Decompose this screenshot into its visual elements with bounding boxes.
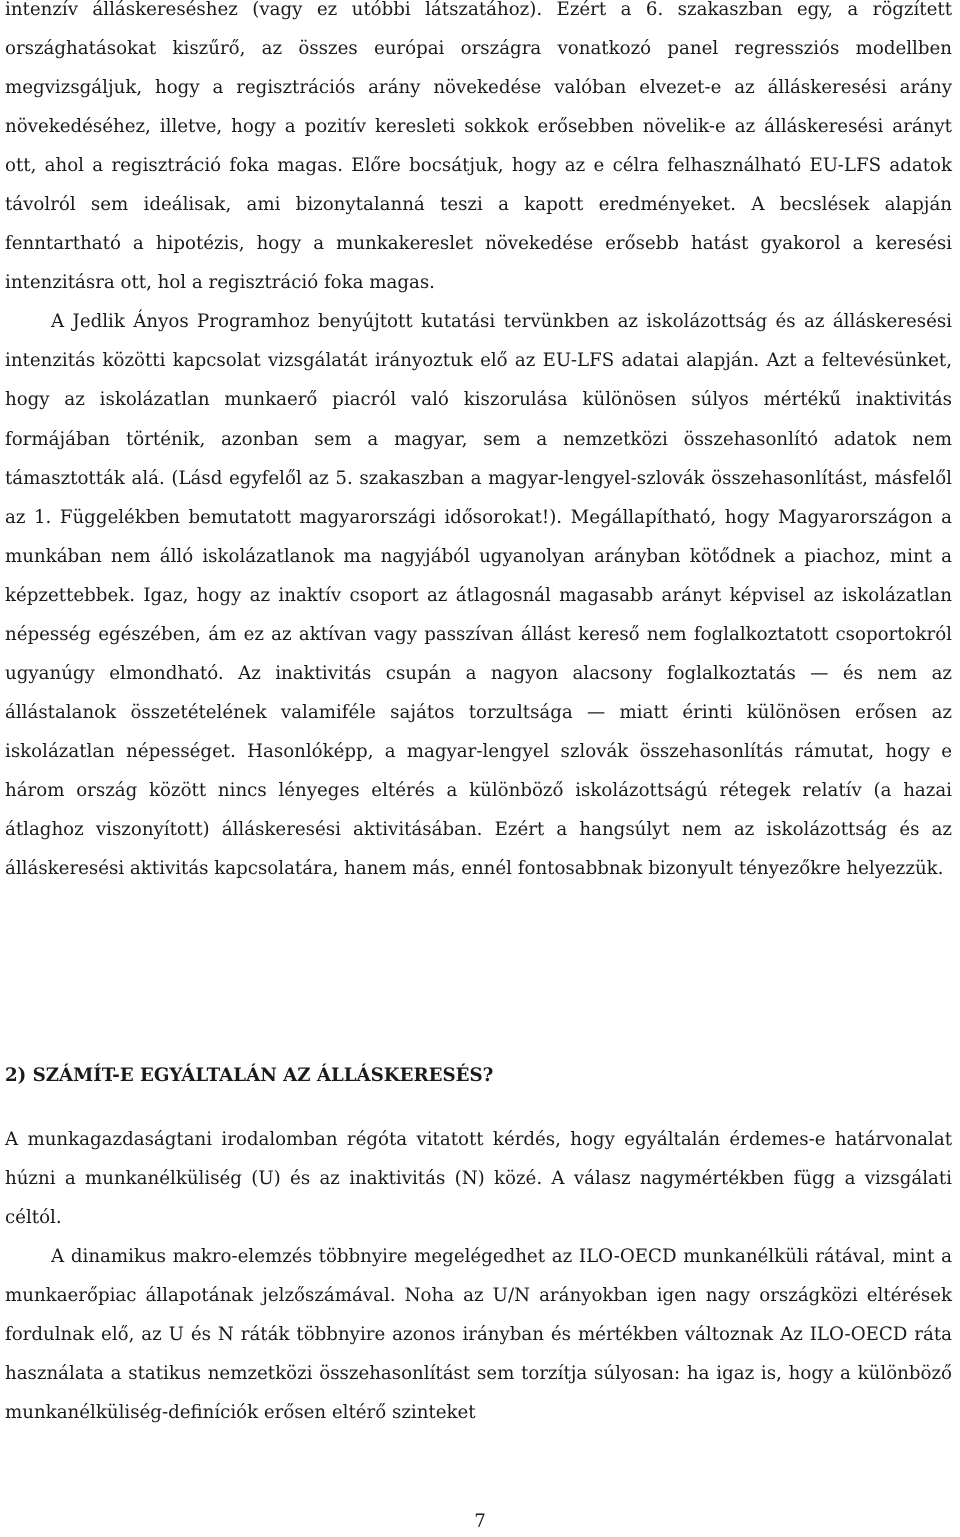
paragraph-jedlik: A Jedlik Ányos Programhoz benyújtott kutatási tervünkben az iskolázottság és az álláskeresési intenzitás közötti kapcsolat vizsgálatát irányoztuk elő az EU-LFS adatai alapján. Azt a feltevésünket, hogy az iskolázatlan munkaerő piacról való kiszorulása különösen súlyos mértékű inaktivitás formájában történik, azonban sem a magyar, sem a nemzetközi összehasonlító adatok nem támasztották alá. (Lásd egyfelől az 5. szakaszban a magyar-lengyel-szlovák összehasonlítást, másfelől az 1. Függelékben bemutatott magyarországi idősorokat!). Megállapítható, hogy Magyarországon a munkában nem álló iskolázatlanok ma nagyjából ugyanolyan arányban kötődnek a piachoz, mint a képzettebbek. Igaz, hogy az inaktív csoport az átlagosnál magasabb arányt képvisel az iskolázatlan népesség egészében, ám ez az aktívan vagy passzívan állást kereső nem foglalkoztatott csoportokról ugyanúgy elmondható. Az inaktivitás csupán a nagyon alacsony foglalkoztatás — és nem az állástalanok összetételének valamiféle sajátos torzultsága — miatt érinti különösen erősen az iskolázatlan népességet. Hasonlóképp, a magyar-lengyel szlovák összehasonlítás rámutat, hogy e három ország között nincs lényeges eltérés a különböző iskolázottságú rétegek relatív (a hazai átlaghoz viszonyított) álláskeresési aktivitásában. Ezért a hangsúlyt nem az iskolázottság és az álláskeresési aktivitás kapcsolatára, hanem más, ennél fontosabbnak bizonyult tényezőkre helyezzük. <box>5 311 952 880</box>
paragraph-dynamic-analysis: A dinamikus makro-elemzés többnyire megelégedhet az ILO-OECD munkanélküli rátával, mint a munkaerőpiac állapotának jelzőszámával. Noha az U/N arányokban igen nagy országközi eltérések fordulnak elő, az U és N ráták többnyire azonos irányban és mértékben változnak Az ILO-OECD ráta használata a statikus nemzetközi összehasonlítást sem torzítja súlyosan: ha igaz is, hogy a különböző munkanélküliség-definíciók erősen eltérő szinteket <box>5 1246 952 1424</box>
section-heading: 2) SZÁMÍT-E EGYÁLTALÁN AZ ÁLLÁSKERESÉS? <box>5 1065 494 1086</box>
page-number: 7 <box>474 1511 486 1532</box>
body-section-2 <box>0 1120 960 1432</box>
paragraph-labor-economics: A munkagazdaságtani irodalomban régóta vitatott kérdés, hogy egyáltalán érdemes-e határvonalat húzni a munkanélküliség (U) és az inaktivitás (N) közé. A válasz nagymértékben függ a vizsgálati céltól. <box>5 1129 952 1229</box>
paragraph-intro: intenzív álláskereséshez (vagy ez utóbbi látszatához). Ezért a 6. szakaszban egy, a rögzített országhatásokat kiszűrő, az összes európai országra vonatkozó panel regressziós modellben megvizsgáljuk, hogy a regisztrációs arány növekedése valóban elvezet-e az álláskeresési arány növekedéséhez, illetve, hogy a pozitív keresleti sokkok erősebben növelik-e az álláskeresési arányt ott, ahol a regisztráció foka magas. Előre bocsátjuk, hogy az e célra felhasználható EU-LFS adatok távolról sem ideálisak, ami bizonytalanná teszi a kapott eredményeket. A becslések alapján fenntartható a hipotézis, hogy a munkakereslet növekedése erősebb hatást gyakorol a keresési intenzitásra ott, hol a regisztráció foka magas. <box>5 0 952 294</box>
